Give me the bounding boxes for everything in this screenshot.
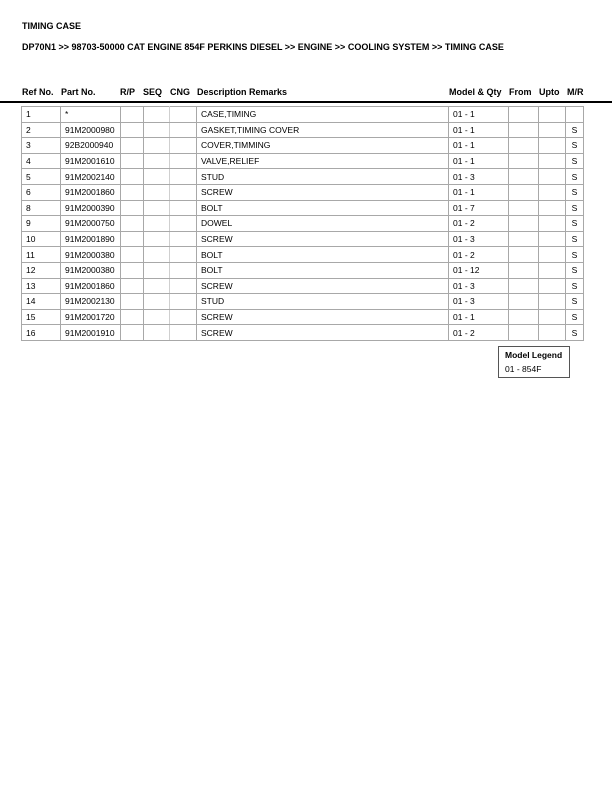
- cell-model-qty: 01 - 3: [449, 278, 509, 294]
- cell-part-no: 91M2000380: [61, 262, 121, 278]
- cell-mr: S: [566, 184, 584, 200]
- cell-upto: [539, 262, 566, 278]
- cell-seq: [144, 262, 170, 278]
- cell-upto: [539, 138, 566, 154]
- cell-model-qty: 01 - 1: [449, 122, 509, 138]
- cell-description: STUD: [197, 294, 449, 310]
- header-ref-no: Ref No.: [22, 87, 54, 97]
- cell-ref-no: 8: [22, 200, 61, 216]
- cell-upto: [539, 169, 566, 185]
- cell-cng: [170, 325, 197, 341]
- cell-mr: S: [566, 294, 584, 310]
- cell-mr: S: [566, 262, 584, 278]
- cell-seq: [144, 278, 170, 294]
- header-model-qty: Model & Qty: [449, 87, 502, 97]
- header-part-no: Part No.: [61, 87, 96, 97]
- table-row: [22, 184, 584, 200]
- cell-rp: [121, 325, 144, 341]
- cell-cng: [170, 200, 197, 216]
- cell-model-qty: 01 - 1: [449, 107, 509, 123]
- cell-seq: [144, 184, 170, 200]
- cell-rp: [121, 309, 144, 325]
- cell-mr: S: [566, 122, 584, 138]
- cell-upto: [539, 184, 566, 200]
- cell-ref-no: 10: [22, 231, 61, 247]
- table-row: [22, 231, 584, 247]
- cell-part-no: 91M2002140: [61, 169, 121, 185]
- cell-upto: [539, 153, 566, 169]
- cell-rp: [121, 138, 144, 154]
- cell-description: BOLT: [197, 247, 449, 263]
- cell-rp: [121, 200, 144, 216]
- cell-from: [509, 231, 539, 247]
- cell-cng: [170, 231, 197, 247]
- cell-seq: [144, 325, 170, 341]
- cell-cng: [170, 294, 197, 310]
- parts-table: [21, 106, 584, 341]
- cell-seq: [144, 216, 170, 232]
- cell-from: [509, 122, 539, 138]
- table-row: [22, 262, 584, 278]
- model-legend-item: 01 - 854F: [505, 364, 542, 374]
- cell-ref-no: 5: [22, 169, 61, 185]
- cell-mr: S: [566, 200, 584, 216]
- model-legend-title: Model Legend: [505, 350, 563, 360]
- cell-part-no: 91M2001890: [61, 231, 121, 247]
- cell-mr: S: [566, 309, 584, 325]
- cell-description: COVER,TIMMING: [197, 138, 449, 154]
- table-row: [22, 138, 584, 154]
- cell-seq: [144, 122, 170, 138]
- cell-upto: [539, 247, 566, 263]
- cell-ref-no: 2: [22, 122, 61, 138]
- cell-seq: [144, 107, 170, 123]
- table-row: [22, 294, 584, 310]
- cell-rp: [121, 294, 144, 310]
- cell-ref-no: 11: [22, 247, 61, 263]
- cell-part-no: 91M2001720: [61, 309, 121, 325]
- cell-model-qty: 01 - 2: [449, 216, 509, 232]
- cell-from: [509, 309, 539, 325]
- cell-part-no: 91M2001860: [61, 184, 121, 200]
- cell-cng: [170, 107, 197, 123]
- table-row: [22, 153, 584, 169]
- cell-seq: [144, 200, 170, 216]
- cell-cng: [170, 153, 197, 169]
- cell-description: VALVE,RELIEF: [197, 153, 449, 169]
- cell-seq: [144, 138, 170, 154]
- cell-ref-no: 15: [22, 309, 61, 325]
- cell-rp: [121, 262, 144, 278]
- cell-mr: S: [566, 138, 584, 154]
- header-seq: SEQ: [143, 87, 163, 97]
- header-description: Description Remarks: [197, 87, 288, 97]
- cell-from: [509, 184, 539, 200]
- cell-ref-no: 12: [22, 262, 61, 278]
- cell-rp: [121, 184, 144, 200]
- table-row: [22, 325, 584, 341]
- cell-cng: [170, 278, 197, 294]
- cell-from: [509, 278, 539, 294]
- cell-part-no: 91M2001610: [61, 153, 121, 169]
- header-divider: [0, 101, 612, 103]
- table-row: [22, 247, 584, 263]
- cell-model-qty: 01 - 12: [449, 262, 509, 278]
- cell-from: [509, 107, 539, 123]
- cell-seq: [144, 153, 170, 169]
- cell-description: SCREW: [197, 184, 449, 200]
- cell-description: SCREW: [197, 278, 449, 294]
- cell-model-qty: 01 - 1: [449, 153, 509, 169]
- cell-rp: [121, 153, 144, 169]
- cell-from: [509, 153, 539, 169]
- cell-model-qty: 01 - 1: [449, 138, 509, 154]
- cell-cng: [170, 247, 197, 263]
- header-mr: M/R: [567, 87, 584, 97]
- cell-rp: [121, 122, 144, 138]
- cell-description: BOLT: [197, 262, 449, 278]
- cell-rp: [121, 107, 144, 123]
- cell-upto: [539, 107, 566, 123]
- cell-upto: [539, 294, 566, 310]
- cell-ref-no: 14: [22, 294, 61, 310]
- cell-ref-no: 1: [22, 107, 61, 123]
- cell-seq: [144, 169, 170, 185]
- cell-from: [509, 247, 539, 263]
- cell-description: CASE,TIMING: [197, 107, 449, 123]
- cell-rp: [121, 216, 144, 232]
- cell-upto: [539, 231, 566, 247]
- cell-upto: [539, 200, 566, 216]
- cell-description: SCREW: [197, 309, 449, 325]
- cell-model-qty: 01 - 1: [449, 184, 509, 200]
- cell-mr: S: [566, 153, 584, 169]
- cell-rp: [121, 247, 144, 263]
- cell-from: [509, 200, 539, 216]
- cell-ref-no: 16: [22, 325, 61, 341]
- cell-part-no: 91M2000980: [61, 122, 121, 138]
- cell-ref-no: 9: [22, 216, 61, 232]
- table-row: [22, 278, 584, 294]
- cell-from: [509, 216, 539, 232]
- cell-mr: S: [566, 325, 584, 341]
- cell-cng: [170, 122, 197, 138]
- cell-description: BOLT: [197, 200, 449, 216]
- cell-description: DOWEL: [197, 216, 449, 232]
- cell-upto: [539, 216, 566, 232]
- cell-model-qty: 01 - 7: [449, 200, 509, 216]
- cell-upto: [539, 122, 566, 138]
- table-row: [22, 216, 584, 232]
- cell-rp: [121, 231, 144, 247]
- cell-description: SCREW: [197, 231, 449, 247]
- cell-part-no: 91M2000390: [61, 200, 121, 216]
- header-rp: R/P: [120, 87, 136, 97]
- cell-cng: [170, 184, 197, 200]
- table-row: [22, 169, 584, 185]
- cell-seq: [144, 247, 170, 263]
- table-row: [22, 200, 584, 216]
- cell-seq: [144, 231, 170, 247]
- table-row: [22, 309, 584, 325]
- cell-upto: [539, 325, 566, 341]
- table-row: [22, 107, 584, 123]
- cell-seq: [144, 294, 170, 310]
- cell-part-no: 91M2001860: [61, 278, 121, 294]
- cell-cng: [170, 262, 197, 278]
- breadcrumb: DP70N1 >> 98703-50000 CAT ENGINE 854F PERKINS DIESEL >> ENGINE >> COOLING SYSTEM >> TIMING CASE: [22, 42, 504, 52]
- cell-model-qty: 01 - 1: [449, 309, 509, 325]
- cell-upto: [539, 278, 566, 294]
- cell-mr: S: [566, 247, 584, 263]
- cell-rp: [121, 169, 144, 185]
- cell-seq: [144, 309, 170, 325]
- cell-mr: S: [566, 278, 584, 294]
- cell-mr: S: [566, 231, 584, 247]
- model-legend: [498, 346, 570, 378]
- header-upto: Upto: [539, 87, 560, 97]
- cell-cng: [170, 309, 197, 325]
- cell-model-qty: 01 - 3: [449, 294, 509, 310]
- cell-model-qty: 01 - 2: [449, 247, 509, 263]
- cell-mr: [566, 107, 584, 123]
- cell-model-qty: 01 - 3: [449, 231, 509, 247]
- cell-from: [509, 294, 539, 310]
- cell-cng: [170, 138, 197, 154]
- header-from: From: [509, 87, 532, 97]
- cell-description: GASKET,TIMING COVER: [197, 122, 449, 138]
- cell-model-qty: 01 - 3: [449, 169, 509, 185]
- cell-part-no: *: [61, 107, 121, 123]
- cell-part-no: 91M2002130: [61, 294, 121, 310]
- cell-description: STUD: [197, 169, 449, 185]
- cell-rp: [121, 278, 144, 294]
- cell-part-no: 92B2000940: [61, 138, 121, 154]
- cell-ref-no: 3: [22, 138, 61, 154]
- cell-part-no: 91M2001910: [61, 325, 121, 341]
- cell-cng: [170, 216, 197, 232]
- cell-description: SCREW: [197, 325, 449, 341]
- cell-from: [509, 138, 539, 154]
- cell-from: [509, 262, 539, 278]
- cell-ref-no: 4: [22, 153, 61, 169]
- cell-from: [509, 169, 539, 185]
- cell-ref-no: 13: [22, 278, 61, 294]
- cell-part-no: 91M2000750: [61, 216, 121, 232]
- cell-mr: S: [566, 216, 584, 232]
- cell-model-qty: 01 - 2: [449, 325, 509, 341]
- cell-ref-no: 6: [22, 184, 61, 200]
- cell-mr: S: [566, 169, 584, 185]
- cell-upto: [539, 309, 566, 325]
- table-row: [22, 122, 584, 138]
- table-header: [0, 87, 612, 100]
- cell-cng: [170, 169, 197, 185]
- header-cng: CNG: [170, 87, 190, 97]
- cell-from: [509, 325, 539, 341]
- cell-part-no: 91M2000380: [61, 247, 121, 263]
- page-title: TIMING CASE: [22, 21, 82, 31]
